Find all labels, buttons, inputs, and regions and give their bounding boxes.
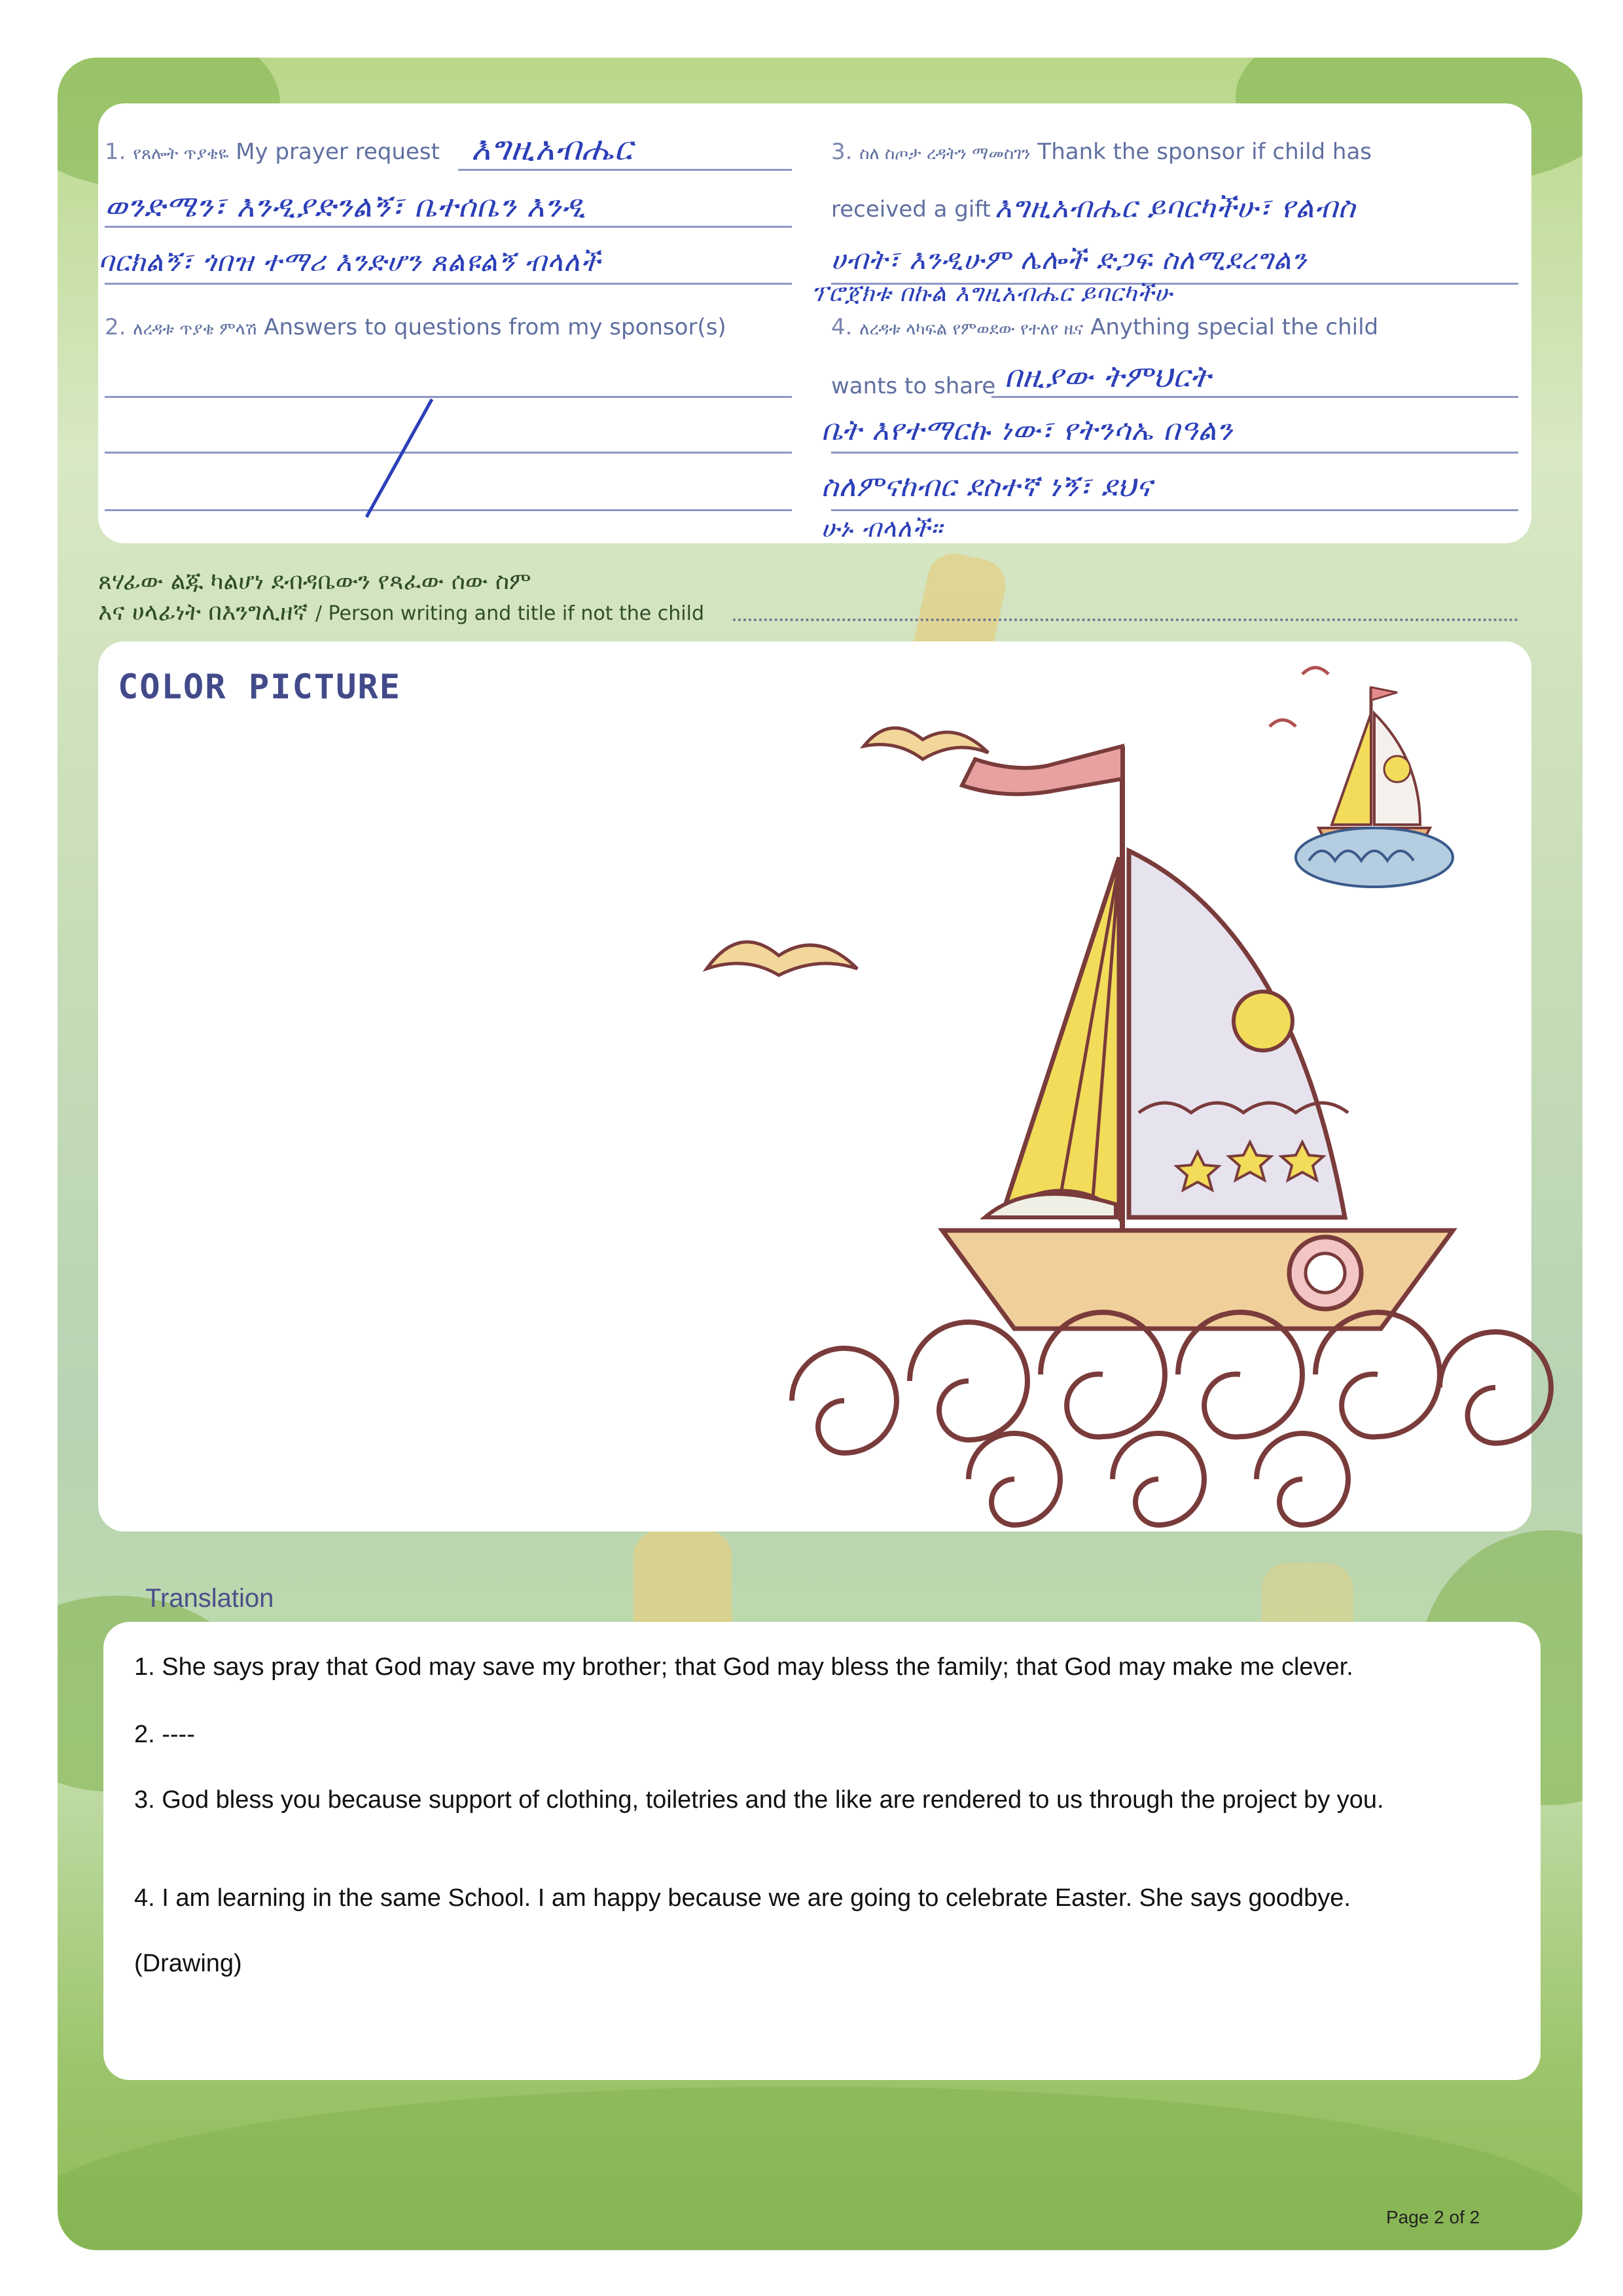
- q3-amharic: ስለ ስጦታ ረዳትን ማመስገን: [859, 144, 1031, 164]
- q2-number: 2.: [105, 314, 126, 340]
- color-picture-title: COLOR PICTURE: [118, 668, 401, 707]
- q4-english-line1: Anything special the child: [1090, 314, 1379, 340]
- writer-dotted-line: [733, 619, 1518, 621]
- q4-handwriting-line1: በዚያው ትምህርት: [1005, 359, 1211, 394]
- translation-panel: [103, 1622, 1541, 2080]
- q4-label-line2: wants to share: [831, 373, 996, 399]
- q4-handwriting-line2: ቤት እየተማርኩ ነው፣ የትንሳኤ በዓልን: [821, 414, 1233, 447]
- q4-answer-line: [831, 509, 1518, 511]
- q3-handwriting-line3: ፕሮጀክቱ በኩል እግዚአብሔር ይባርካችሁ: [812, 280, 1173, 307]
- q4-answer-line: [831, 452, 1518, 454]
- q4-label: [831, 314, 1378, 340]
- q4-number: 4.: [831, 314, 853, 340]
- q1-answer-line: [105, 226, 792, 228]
- writer-amharic-line1: ጸሃፊው ልጁ ካልሆነ ደብዳቤውን የጻፈው ሰው ስም: [98, 568, 531, 595]
- q1-number: 1.: [105, 139, 126, 165]
- translation-item-1: 1. She says pray that God may save my brother; that God may bless the family; that God may make me clever.: [134, 1653, 1353, 1681]
- waves-icon: [792, 1312, 1551, 1525]
- translation-item-4: 4. I am learning in the same School. I am happy because we are going to celebrate Easter. She says goodbye.: [134, 1884, 1351, 1912]
- q1-label: [105, 139, 440, 165]
- q3-english-line1: Thank the sponsor if child has: [1037, 139, 1372, 165]
- q1-answer-line: [105, 283, 792, 285]
- q4-answer-line: [991, 396, 1518, 398]
- q2-answer-line: [105, 396, 792, 398]
- writer-line2: [98, 599, 704, 626]
- q1-handwriting-line3: ባርክልኝ፣ ጎበዝ ተማሪ እንድሆን ጸልዩልኝ ብላለች: [98, 245, 601, 278]
- foliage-decoration: [58, 2087, 1582, 2250]
- sailboat-drawing: [694, 655, 1584, 1551]
- q3-handwriting-line2: ሀብት፣ እንዲሁም ሌሎች ድጋፍ ስለሚደረግልን: [831, 243, 1307, 276]
- q2-answer-line: [105, 452, 792, 454]
- q4-handwriting-line3: ስለምናከብር ደስተኛ ነኝ፣ ደህና: [821, 470, 1152, 503]
- q3-label: [831, 139, 1372, 165]
- q2-answer-line: [105, 509, 792, 511]
- q1-answer-line: [458, 169, 792, 171]
- q2-english: Answers to questions from my sponsor(s): [264, 314, 726, 340]
- translation-item-3: 3. God bless you because support of clothing, toiletries and the like are rendered to us through the project by you.: [134, 1786, 1384, 1814]
- q2-slash-mark: [353, 393, 445, 524]
- q2-label: [105, 314, 726, 340]
- translation-item-5: (Drawing): [134, 1950, 242, 1977]
- q1-amharic: የጸሎት ጥያቄዬ: [133, 144, 229, 164]
- translation-heading: Translation: [145, 1584, 274, 1613]
- q3-label-line2: received a gift: [831, 196, 991, 223]
- q3-number: 3.: [831, 139, 853, 165]
- seagull-icon: [707, 728, 988, 975]
- q4-handwriting-line4: ሁኑ ብላለች።: [821, 514, 943, 543]
- writer-english-label: / Person writing and title if not the child: [315, 602, 704, 625]
- small-sailboat-icon: [1270, 668, 1453, 887]
- translation-item-2: 2. ----: [134, 1721, 195, 1748]
- q4-amharic: ለረዳቱ ላካፍል የምወደው የተለየ ዜና: [859, 319, 1084, 339]
- q1-handwriting-line2: ወንድሜን፣ እንዲያድንልኝ፣ ቤተሰቤን እንዲ: [105, 188, 586, 224]
- page-number: Page 2 of 2: [1386, 2207, 1480, 2227]
- writer-amharic-line2: እና ሀላፊነት በእንግሊዘኛ: [98, 599, 308, 626]
- q1-english: My prayer request: [236, 139, 440, 165]
- q2-amharic: ለረዳቱ ጥያቄ ምላሽ: [133, 319, 257, 339]
- q3-handwriting-line1: እግዚአብሔር ይባርካችሁ፣ የልብስ: [995, 191, 1356, 224]
- q1-handwriting-line1: እግዚአብሔር: [471, 130, 633, 168]
